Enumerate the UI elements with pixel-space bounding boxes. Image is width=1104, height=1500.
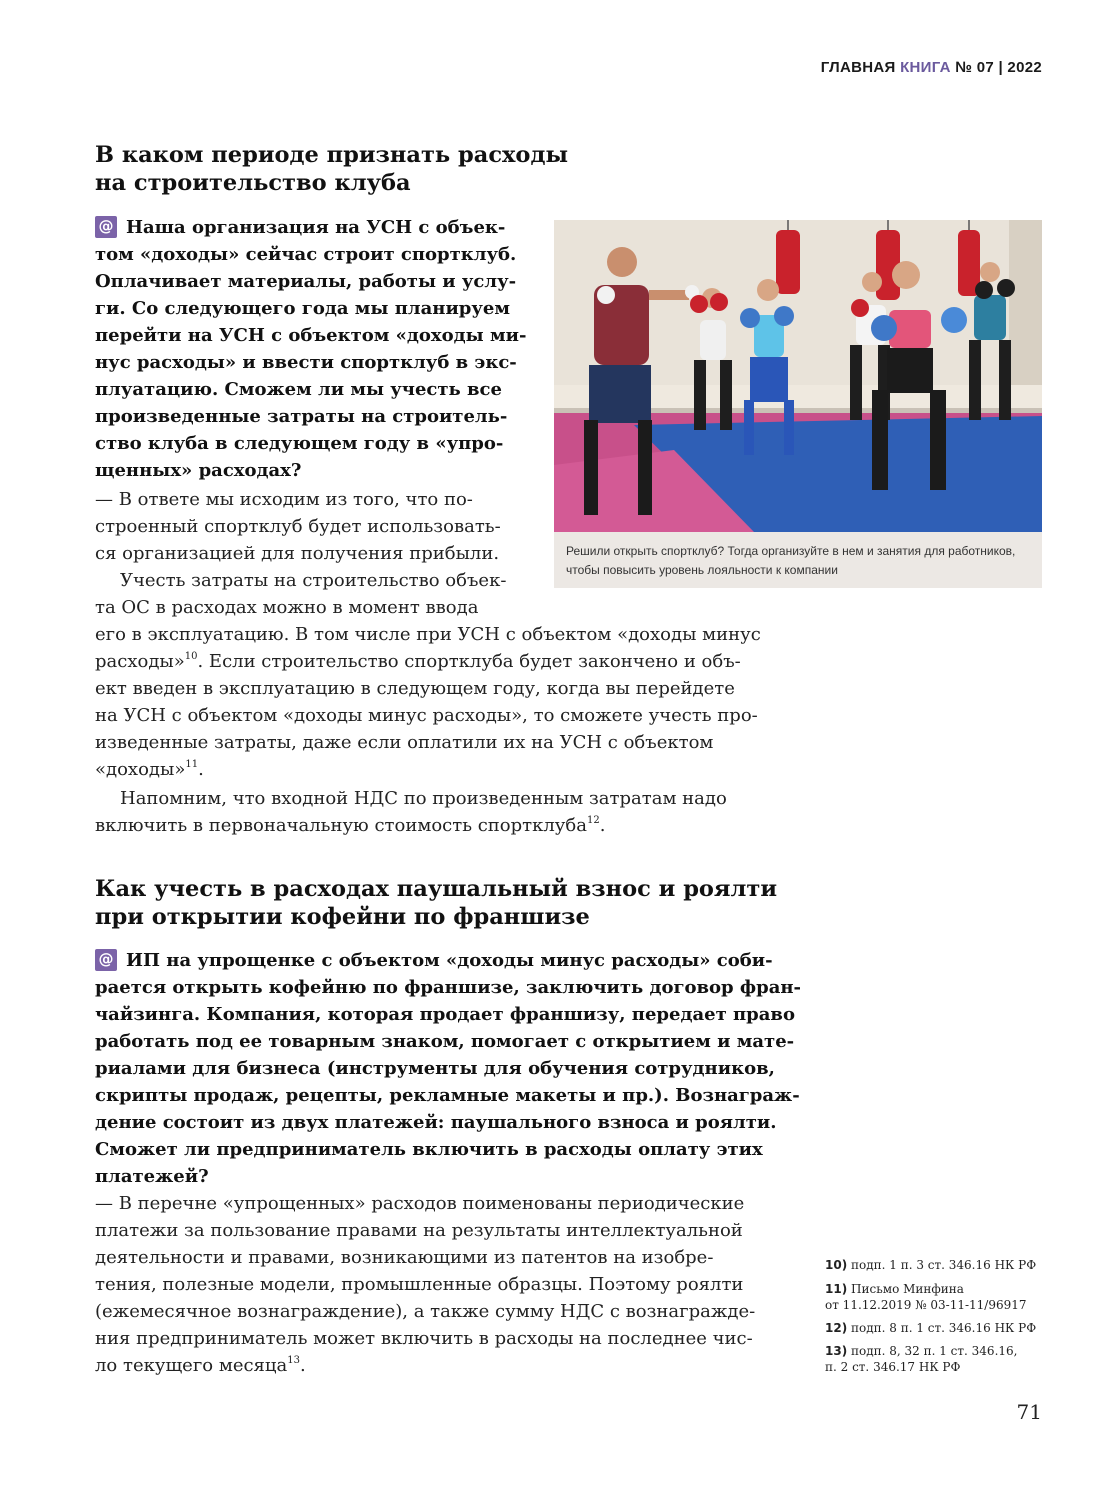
section1-title-line2: на строительство клуба	[95, 170, 411, 196]
boxing-class-illustration	[554, 220, 1042, 532]
footnote-11-line2: от 11.12.2019 № 03-11-11/96917	[825, 1298, 1027, 1312]
footnote-ref-10[interactable]: 10	[184, 651, 198, 662]
footnote-ref-12[interactable]: 12	[586, 815, 600, 826]
section2-answer-line: ния предприниматель может включить в расходы на последнее чис-	[95, 1328, 753, 1349]
footnote-13: 13) подп. 8, 32 п. 1 ст. 346.16,	[825, 1344, 1018, 1358]
section2-title-line1: Как учесть в расходах паушальный взнос и роялти	[95, 876, 778, 902]
photo-caption-line: Решили открыть спортклуб? Тогда организуйте в нем и занятия для работников,	[566, 544, 1016, 558]
section1-answer-line: «доходы»$^{11}$.	[95, 759, 204, 780]
section1-question-line: ство клуба в следующем году в «упро-	[95, 433, 504, 454]
section2-answer-line: платежи за пользование правами на результаты интеллектуальной	[95, 1220, 743, 1241]
section1-question-line: плуатацию. Сможем ли мы учесть все	[95, 379, 502, 400]
section1-answer-line: — В ответе мы исходим из того, что по-	[95, 489, 473, 510]
at-icon: @	[95, 949, 117, 971]
section2-question-line: дение состоит из двух платежей: паушального взноса и роялти.	[95, 1112, 777, 1133]
section1-answer-line: включить в первоначальную стоимость спортклуба$^{12}$.	[95, 815, 606, 836]
magazine-name-part1: ГЛАВНАЯ	[820, 59, 896, 76]
section1-question-line: Оплачивает материалы, работы и услу-	[95, 271, 517, 292]
section2-question-line: работать под ее товарным знаком, помогает с открытием и мате-	[95, 1031, 795, 1052]
section1-answer-line: расходы»$^{10}$. Если строительство спортклуба будет закончено и объ-	[95, 651, 741, 672]
section1-answer-line: его в эксплуатацию. В том числе при УСН с объектом «доходы минус	[95, 624, 761, 645]
section2-question-line: чайзинга. Компания, которая продает франшизу, передает право	[95, 1004, 795, 1025]
section1-answer-line: строенный спортклуб будет использовать-	[95, 516, 501, 537]
section1-question-line: произведенные затраты на строитель-	[95, 406, 508, 427]
section2-question-line: рается открыть кофейню по франшизе, заключить договор фран-	[95, 977, 802, 998]
section1-question-line: щенных» расходах?	[95, 460, 302, 481]
photo-caption	[554, 532, 1042, 588]
section2-question-line: Сможет ли предприниматель включить в расходы оплату этих	[95, 1139, 763, 1160]
footnote-13-line2: п. 2 ст. 346.17 НК РФ	[825, 1360, 961, 1374]
section2-answer-line: — В перечне «упрощенных» расходов поименованы периодические	[95, 1193, 745, 1214]
section2-answer-line: (ежемесячное вознаграждение), а также сумму НДС с вознагражде-	[95, 1301, 756, 1322]
section2-answer-line: деятельности и правами, возникающими из патентов на изобре-	[95, 1247, 714, 1268]
photo-caption-line: чтобы повысить уровень лояльности к компании	[566, 563, 838, 577]
footnote-10: 10) подп. 1 п. 3 ст. 346.16 НК РФ	[825, 1258, 1037, 1272]
footnote-ref-13[interactable]: 13	[287, 1355, 300, 1366]
section2-question-line: скрипты продаж, рецепты, рекламные макеты и пр.). Вознаграж-	[95, 1085, 800, 1106]
section2-answer-line: ло текущего месяца$^{13}$.	[95, 1355, 306, 1376]
section1-answer-line: изведенные затраты, даже если оплатили их на УСН с объектом	[95, 732, 714, 753]
section2-answer-line: тения, полезные модели, промышленные образцы. Поэтому роялти	[95, 1274, 744, 1295]
section1-answer-line: Напомним, что входной НДС по произведенным затратам надо	[120, 788, 727, 809]
article-photo	[554, 220, 1042, 532]
section1-question-line: перейти на УСН с объектом «доходы ми-	[95, 325, 527, 346]
magazine-name-part2: КНИГА	[900, 59, 951, 76]
section2-title-line2: при открытии кофейни по франшизе	[95, 904, 590, 930]
footnote-11: 11) Письмо Минфина	[825, 1282, 964, 1296]
section1-question-line: ги. Со следующего года мы планируем	[95, 298, 510, 319]
at-icon: @	[95, 216, 117, 238]
running-header	[821, 59, 1042, 76]
section1-answer-line: на УСН с объектом «доходы минус расходы», то сможете учесть про-	[95, 705, 758, 726]
footnote-12: 12) подп. 8 п. 1 ст. 346.16 НК РФ	[825, 1321, 1037, 1335]
footnote-ref-11[interactable]: 11	[185, 759, 199, 770]
section1-answer-line: ект введен в эксплуатацию в следующем году, когда вы перейдете	[95, 678, 735, 699]
section2-question-line: риалами для бизнеса (инструменты для обучения сотрудников,	[95, 1058, 775, 1079]
section1-question-line: @ Наша организация на УСН с объек-	[95, 214, 505, 241]
issue-number: № 07 | 2022	[955, 59, 1042, 76]
section2-question-line: платежей?	[95, 1166, 209, 1187]
section1-title-line1: В каком периоде признать расходы	[95, 142, 568, 168]
section1-answer-line: ся организацией для получения прибыли.	[95, 543, 500, 564]
page-number: 71	[1016, 1400, 1042, 1424]
section2-question-line: @ ИП на упрощенке с объектом «доходы минус расходы» соби-	[95, 947, 773, 974]
section1-question-line: том «доходы» сейчас строит спортклуб.	[95, 244, 517, 265]
section1-answer-line: та ОС в расходах можно в момент ввода	[95, 597, 479, 618]
section1-answer-line: Учесть затраты на строительство объек-	[120, 570, 507, 591]
section1-question-line: нус расходы» и ввести спортклуб в экс-	[95, 352, 517, 373]
